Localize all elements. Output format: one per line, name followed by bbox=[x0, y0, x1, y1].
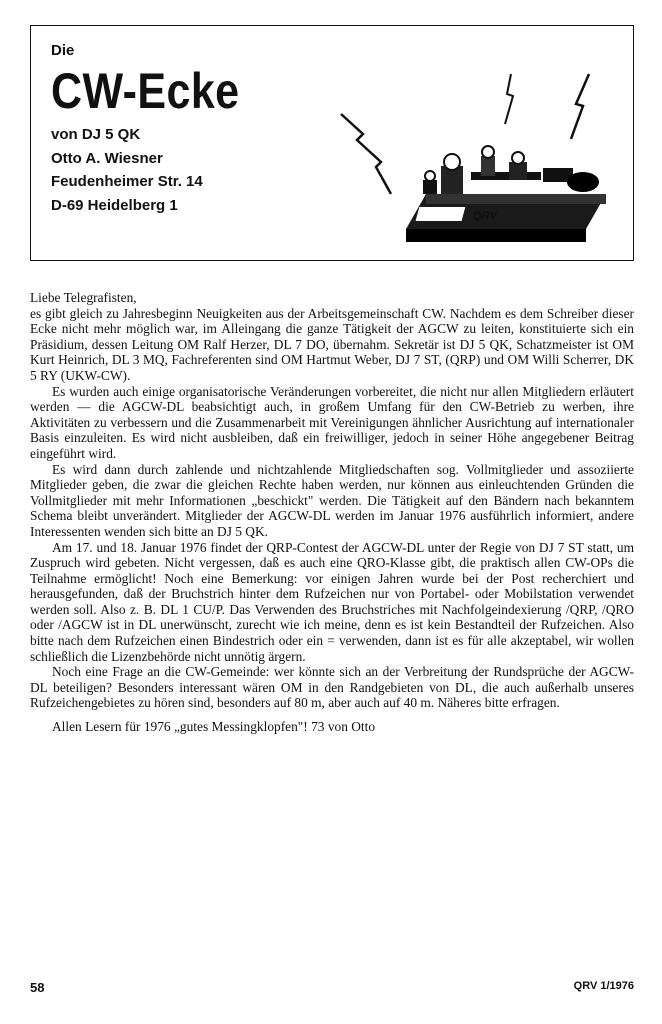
header-title: CW-Ecke bbox=[51, 63, 240, 119]
closing-line: Allen Lesern für 1976 „gutes Messingklopfen"! 73 von Otto bbox=[52, 719, 376, 735]
paragraph: es gibt gleich zu Jahresbeginn Neuigkeiten aus der Arbeitsgemeinschaft CW. Nachdem es dem Schreiber dieser Ecke nicht mehr möglich war, im Alleingang die ganze Tätigkeit der AGCW zu leiten, konstituierte sich ein Präsidium, dessen Leitung OM Ralf Herzer, DL 7 DO, übernahm. Sekretär ist DJ 5 QK, Schatzmeister ist OM Kurt Heinrich, DL 3 MQ, Fachreferenten sind OM Hartmut Weber, DJ 7 ST, (QRP) und OM Willi Scherrer, DK 5 RY (UKW-CW). bbox=[30, 305, 634, 383]
address-line: von DJ 5 QK bbox=[51, 126, 141, 143]
paragraph: Noch eine Frage an die CW-Gemeinde: wer könnte sich an der Verbreitung der Rundsprüche der AGCW-DL beteiligen? Besonders interessant wären OM in den Randgebieten von DL, die auch außerhalb unseres Rufzeichengebietes zu hören sind, besonders auf 80 m, aber auch auf 40 m. Näheres bitte erfragen. bbox=[30, 664, 634, 711]
header-small-title: Die bbox=[51, 42, 75, 59]
paragraph: Am 17. und 18. Januar 1976 findet der QRP-Contest der AGCW-DL unter der Regie von DJ 7 ST statt, um Zuspruch wird gebeten. Nicht vergessen, daß es auch eine QRO-Klasse gibt, die praktisch allen CW-OPs die Teilnahme ermöglicht! Noch eine Bemerkung: vor einigen Jahren wurde bei der Post recherchiert und herausgefunden, daß der Bruchstrich hinter dem Rufzeichen nur von Portabel- oder Mobilstation verwendet werden soll. Also z. B. DL 1 CU/P. Das Verwenden des Bruchstriches mit Nachfolgeindexierung /QRP, /QRO oder /AGCW ist in DL unerwünscht, zurecht wie ich meine, denn es ist kein Bestandteil der Rufzeichen. Also bitte nach dem Rufzeichen einen Bindestrich oder ein = verwenden, dann ist es für alle akzeptabel, wir wollen schließlich die Lizenzbehörde nicht unnötig ärgern. bbox=[30, 539, 634, 664]
header-box bbox=[30, 25, 634, 261]
article-body bbox=[30, 290, 634, 735]
morse-key-illustration bbox=[321, 44, 621, 254]
telegraph-key-icon bbox=[406, 146, 606, 242]
issue-label: QRV 1/1976 bbox=[573, 980, 634, 992]
greeting: Liebe Telegrafisten, bbox=[30, 290, 137, 305]
author-address bbox=[51, 123, 270, 217]
address-line: Otto A. Wiesner bbox=[51, 149, 163, 167]
paragraph: Es wurden auch einige organisatorische Veränderungen vorbereitet, die nicht nur allen Mitgliedern erläutert werden — die AGCW-DL beabsichtigt auch, in großem Umfang für den CW-Betrieb zu werben, ihre Aktivitäten zu verbessern und die Zusammenarbeit mit Vereinigungen ähnlicher Ausrichtung auf internationaler Basis einzuleiten. Es wird nicht ausbleiben, daß ein freiwilliger, jedoch in seiner Höhe angegebener Beitrag eingeführt wird. bbox=[30, 383, 634, 461]
page-number: 58 bbox=[30, 980, 45, 995]
lightning-bolt-icon bbox=[505, 74, 513, 124]
paragraph: Es wird dann durch zahlende und nichtzahlende Mitgliedschaften sog. Vollmitglieder und assoziierte Mitglieder geben, die zwar die gleichen Rechte haben werden, nur können aus einleuchtenden Gründen die Vollmitglieder mit mehr Informationen „beschickt" werden. Die Tätigkeit auf den Bändern nach bekanntem Schema bleibt unverändert. Mitglieder der AGCW-DL werden im Januar 1976 ausführlich informiert, andere Interessenten wenden sich bitte an DJ 5 QK. bbox=[30, 461, 634, 539]
address-line: D-69 Heidelberg 1 bbox=[51, 196, 178, 214]
lightning-bolt-icon bbox=[341, 114, 391, 194]
lightning-bolt-icon bbox=[571, 74, 589, 139]
address-line: Feudenheimer Str. 14 bbox=[51, 173, 203, 190]
logo-text: QRV bbox=[473, 210, 497, 222]
header-text bbox=[51, 42, 270, 217]
